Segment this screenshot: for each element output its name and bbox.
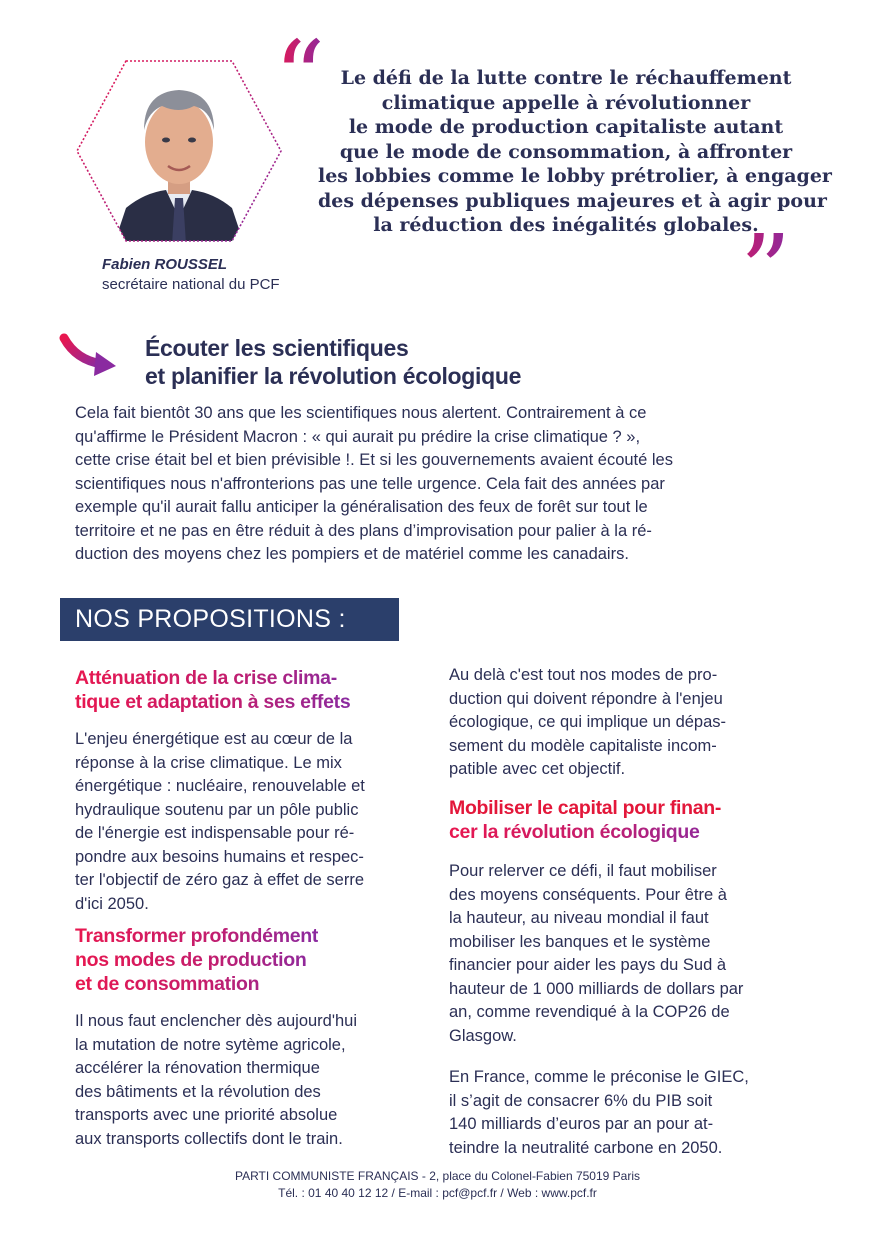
speaker-role: secrétaire national du PCF [102, 276, 280, 293]
quote-line: climatique appelle à révolutionner [381, 91, 751, 114]
quote-line: que le mode de consommation, à affronter [339, 140, 793, 163]
heading-capital [449, 796, 721, 844]
text-line: duction qui doivent répondre à l'enjeu [449, 689, 723, 708]
text-line: Au delà c'est tout nos modes de pro- [449, 666, 718, 684]
footer-contact: Tél. : 01 40 40 12 12 / E-mail : pcf@pcf.fr / Web : www.pcf.fr [278, 1186, 597, 1200]
quote-line: Le défi de la lutte contre le réchauffement [340, 67, 792, 89]
text-line: teindre la neutralité carbone en 2050. [449, 1138, 723, 1157]
quote-line: les lobbies comme le lobby prétrolier, à engager [318, 165, 832, 187]
text-line: écologique, ce qui implique un dépas- [449, 713, 727, 731]
text-line: réponse à la crise climatique. Le mix [75, 753, 342, 772]
quote-line: le mode de production capitaliste autant [348, 116, 784, 138]
text-line: exemple qu'il aurait fallu anticiper la généralisation des feux de forêt sur tout le [75, 498, 648, 516]
text-line: il s’agit de consacrer 6% du PIB soit [449, 1091, 713, 1110]
heading-line: nos modes de production [75, 949, 307, 971]
text-line: L'enjeu énergétique est au cœur de la [75, 730, 353, 748]
text-line: hydraulique soutenu par un pôle public [75, 800, 359, 819]
heading-line: et de consommation [75, 973, 260, 995]
propositions-banner: NOS PROPOSITIONS : [60, 598, 399, 641]
speaker-portrait [74, 58, 284, 244]
text-line: duction des moyens chez les pompiers et de matériel comme les canadairs. [75, 545, 629, 563]
quote-line: des dépenses publiques majeures et à agir pour [318, 189, 827, 212]
footer-address: PARTI COMMUNISTE FRANÇAIS - 2, place du Colonel-Fabien 75019 Paris [234, 1169, 641, 1183]
svg-text:”: ” [740, 222, 792, 286]
quote-line: la réduction des inégalités globales. [373, 214, 759, 236]
paragraph-production [449, 664, 801, 782]
intro-paragraph [75, 402, 801, 567]
text-line: la hauteur, au niveau mondial il faut [449, 909, 709, 927]
text-line: de l'énergie est indispensable pour ré- [75, 824, 355, 842]
heading-transform [75, 924, 318, 996]
text-line: énergétique : nucléaire, renouvelable et [75, 777, 365, 795]
text-line: la mutation de notre sytème agricole, [75, 1035, 346, 1054]
text-line: Il nous faut enclencher dès aujourd'hui [75, 1012, 358, 1030]
text-line: mobiliser les banques et le système [449, 932, 711, 951]
text-line: des bâtiments et la révolution des [75, 1082, 321, 1101]
paragraph-finance [449, 860, 801, 1048]
text-line: En France, comme le préconise le GIEC, [449, 1068, 749, 1086]
section-title-line: et planifier la révolution écologique [145, 363, 522, 389]
paragraph-agriculture [75, 1010, 427, 1151]
text-line: d'ici 2050. [75, 894, 149, 913]
text-line: des moyens conséquents. Pour être à [449, 885, 727, 904]
svg-text:“: “ [274, 28, 326, 92]
text-line: ter l'objectif de zéro gaz à effet de serre [75, 871, 365, 889]
text-line: patible avec cet objectif. [449, 760, 626, 778]
text-line: Cela fait bientôt 30 ans que les scientifiques nous alertent. Contrairement à ce [75, 404, 647, 422]
paragraph-giec [449, 1066, 801, 1160]
arrow-icon [58, 330, 122, 382]
text-line: 140 milliards d’euros par an pour at- [449, 1115, 714, 1133]
text-line: financier pour aider les pays du Sud à [449, 956, 727, 974]
text-line: accélérer la rénovation thermique [75, 1059, 320, 1077]
heading-line: cer la révolution écologique [449, 820, 721, 844]
text-line: transports avec une priorité absolue [75, 1106, 338, 1124]
section-title [145, 334, 521, 390]
text-line: qu'affirme le Président Macron : « qui aurait pu prédire la crise climatique ? », [75, 427, 641, 446]
footer [0, 1168, 875, 1202]
text-line: an, comme revendiqué à la COP26 de [449, 1003, 730, 1021]
text-line: pondre aux besoins humains et respec- [75, 847, 364, 866]
heading-line: Atténuation de la crise clima- [75, 667, 337, 689]
text-line: aux transports collectifs dont le train. [75, 1129, 343, 1148]
heading-attenuation [75, 666, 350, 714]
speaker-name: Fabien ROUSSEL [102, 256, 228, 273]
text-line: sement du modèle capitaliste incom- [449, 736, 717, 755]
heading-line: tique et adaptation à ses effets [75, 691, 351, 713]
quote-text [318, 66, 832, 238]
text-line: Glasgow. [449, 1026, 517, 1045]
text-line: scientifiques nous n'affronterions pas une telle urgence. Cela fait des années par [75, 474, 665, 493]
paragraph-energy [75, 728, 427, 916]
section-title-line: Écouter les scientifiques [145, 335, 409, 361]
heading-line: Mobiliser le capital pour finan- [449, 797, 722, 819]
text-line: territoire et ne pas en être réduit à des plans d’improvisation pour palier à la ré- [75, 521, 652, 540]
heading-line: Transformer profondément [75, 925, 319, 947]
text-line: Pour relerver ce défi, il faut mobiliser [449, 862, 717, 880]
text-line: cette crise était bel et bien prévisible !. Et si les gouvernements avaient écouté les [75, 451, 673, 469]
text-line: hauteur de 1 000 milliards de dollars par [449, 979, 744, 998]
